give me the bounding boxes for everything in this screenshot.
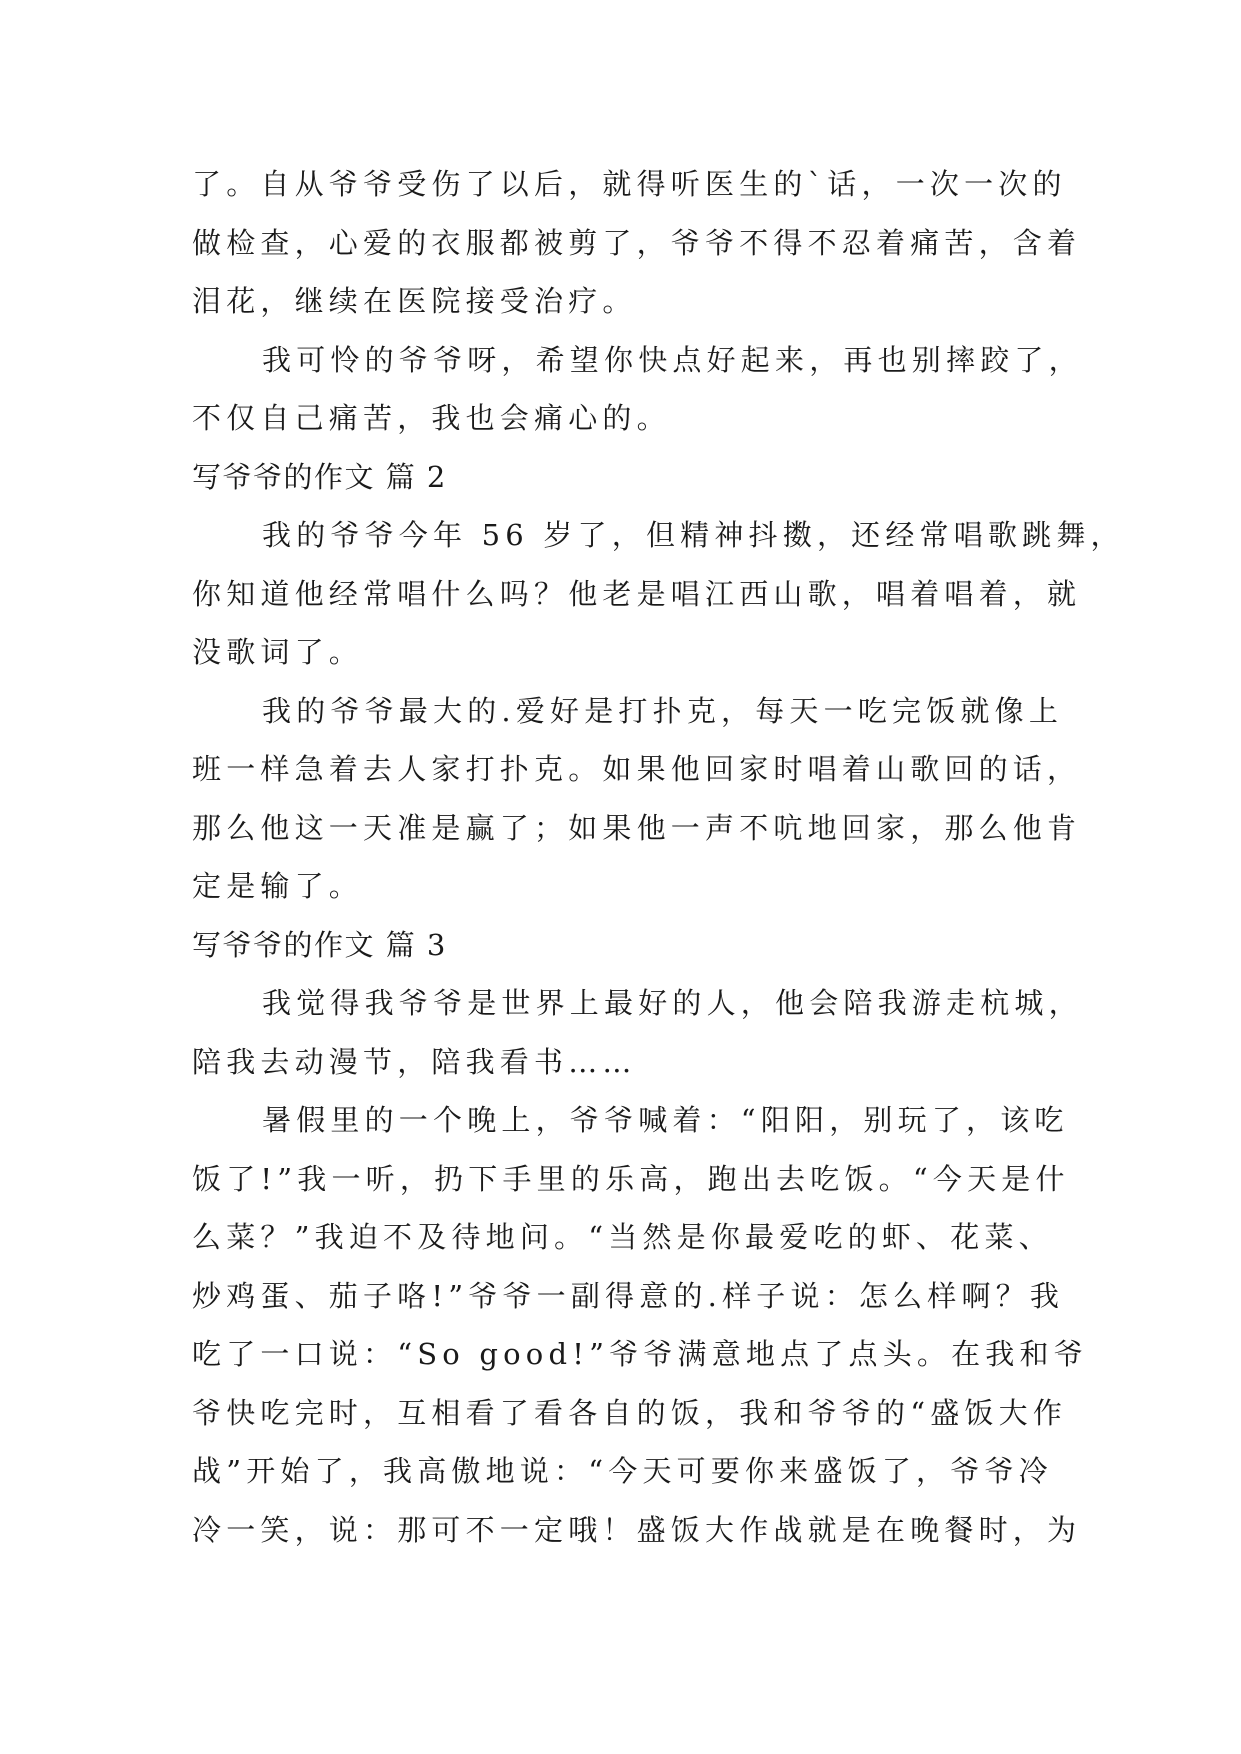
text-line: 炒鸡蛋、茄子咯!”爷爷一副得意的.样子说：怎么样啊？我: [192, 1278, 1065, 1313]
paragraph-first-line: 我觉得我爷爷是世界上最好的人，他会陪我游走杭城，: [262, 986, 1083, 1020]
text-line: 定是输了。: [192, 869, 364, 903]
text-line: 么菜？”我迫不及待地问。“当然是你最爱吃的虾、花菜、: [192, 1220, 1053, 1254]
text-line: 你知道他经常唱什么吗？他老是唱江西山歌，唱着唱着，就: [192, 576, 1082, 611]
text-line: 班一样急着去人家打扑克。如果他回家时唱着山歌回的话，: [192, 752, 1082, 786]
text-line: 爷快吃完时，互相看了看各自的饭，我和爷爷的“盛饭大作: [192, 1395, 1068, 1430]
text-line: 陪我去动漫节，陪我看书……: [192, 1044, 637, 1079]
paragraph-first-line: 我可怜的爷爷呀，希望你快点好起来，再也别摔跤了，: [262, 342, 1083, 377]
text-line: 饭了!”我一听，扔下手里的乐高，跑出去吃饭。“今天是什: [192, 1161, 1070, 1196]
section-heading: 写爷爷的作文 篇 2: [192, 459, 447, 494]
paragraph-first-line: 暑假里的一个晚上，爷爷喊着：“阳阳，别玩了，该吃: [262, 1103, 1069, 1137]
text-line: 不仅自己痛苦，我也会痛心的。: [192, 401, 671, 435]
text-line: 没歌词了。: [192, 635, 364, 669]
text-line: 冷一笑，说：那可不一定哦！盛饭大作战就是在晚餐时，为: [192, 1512, 1082, 1547]
document-page: [192, 155, 1125, 1559]
text-line: 了。自从爷爷受伤了以后，就得听医生的`话，一次一次的: [192, 167, 1067, 201]
text-line: 战”开始了，我高傲地说：“今天可要你来盛饭了，爷爷冷: [192, 1454, 1053, 1488]
text-line: 那么他这一天准是赢了；如果他一声不吭地回家，那么他肯: [192, 810, 1082, 845]
text-line: 吃了一口说：“So good!”爷爷满意地点了点头。在我和爷: [192, 1337, 1088, 1371]
text-line: 泪花，继续在医院接受治疗。: [192, 284, 637, 318]
paragraph-first-line: 我的爷爷最大的.爱好是打扑克，每天一吃完饭就像上: [262, 693, 1064, 728]
paragraph-first-line: 我的爷爷今年 56 岁了，但精神抖擞，还经常唱歌跳舞，: [262, 518, 1125, 552]
section-heading: 写爷爷的作文 篇 3: [192, 927, 447, 962]
text-line: 做检查，心爱的衣服都被剪了，爷爷不得不忍着痛苦，含着: [192, 225, 1082, 260]
